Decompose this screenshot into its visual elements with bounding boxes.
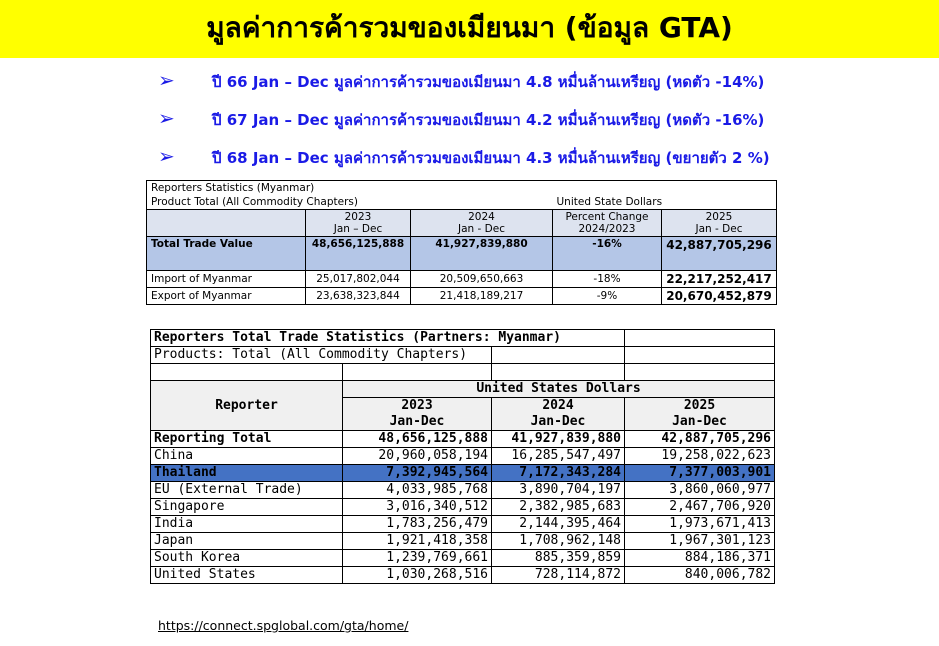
year-2025: 2025 bbox=[625, 398, 775, 415]
partner-table bbox=[150, 329, 775, 584]
table-meta-product: Product Total (All Commodity Chapters) bbox=[147, 195, 553, 210]
table-title-row bbox=[151, 330, 775, 347]
source-link[interactable]: https://connect.spglobal.com/gta/home/ bbox=[158, 618, 409, 633]
bullet-text: ปี 66 Jan – Dec มูลค่าการค้ารวมของเมียนมา 4.8 หมื่นล้านเหรียญ (หดตัว -14%) bbox=[212, 73, 765, 91]
partner-table-title: Reporters Total Trade Statistics (Partners: Myanmar) bbox=[151, 330, 625, 347]
arrow-bullet-icon: ➢ bbox=[158, 106, 175, 130]
table-row-reporting-total: Reporting Total 48,656,125,888 41,927,839,880 42,887,705,296 bbox=[151, 431, 775, 448]
page-title: มูลค่าการค้ารวมของเมียนมา (ข้อมูล GTA) bbox=[206, 11, 733, 44]
table-row: India 1,783,256,479 2,144,395,464 1,973,671,413 bbox=[151, 516, 775, 533]
currency-header: United States Dollars bbox=[343, 381, 775, 398]
partner-table-products: Products: Total (All Commodity Chapters) bbox=[151, 347, 492, 364]
table-products-row bbox=[151, 347, 775, 364]
table-row: South Korea 1,239,769,661 885,359,859 884,186,371 bbox=[151, 550, 775, 567]
summary-table bbox=[146, 180, 777, 305]
reporter-header: Reporter bbox=[151, 381, 343, 431]
header-2024: 2024 Jan - Dec bbox=[411, 210, 553, 237]
table-row: Japan 1,921,418,358 1,708,962,148 1,967,301,123 bbox=[151, 533, 775, 550]
table-meta-currency: United State Dollars bbox=[553, 195, 777, 210]
header-2023: 2023 Jan – Dec bbox=[306, 210, 411, 237]
bullet-text: ปี 68 Jan – Dec มูลค่าการค้ารวมของเมียนมา 4.3 หมื่นล้านเหรียญ (ขยายตัว 2 %) bbox=[212, 149, 770, 167]
year-2024: 2024 bbox=[492, 398, 625, 415]
table-meta-title: Reporters Statistics (Myanmar) bbox=[147, 181, 777, 196]
arrow-bullet-icon: ➢ bbox=[158, 144, 175, 168]
table-row: Singapore 3,016,340,512 2,382,985,683 2,467,706,920 bbox=[151, 499, 775, 516]
header-2025: 2025 Jan - Dec bbox=[662, 210, 777, 237]
header-blank bbox=[147, 210, 306, 237]
header-pct: Percent Change 2024/2023 bbox=[553, 210, 662, 237]
table-row-total: Total Trade Value 48,656,125,888 41,927,839,880 -16% 42,887,705,296 bbox=[147, 237, 777, 271]
table-row: Export of Myanmar 23,638,323,844 21,418,189,217 -9% 20,670,452,879 bbox=[147, 288, 777, 305]
table-row: United States 1,030,268,516 728,114,872 840,006,782 bbox=[151, 567, 775, 584]
table-row: Import of Myanmar 25,017,802,044 20,509,650,663 -18% 22,217,252,417 bbox=[147, 271, 777, 288]
year-2023: 2023 bbox=[343, 398, 492, 415]
period-2024: Jan-Dec bbox=[492, 414, 625, 431]
title-banner bbox=[0, 0, 939, 58]
table-row-highlighted: Thailand 7,392,945,564 7,172,343,284 7,377,003,901 bbox=[151, 465, 775, 482]
table-meta-row bbox=[147, 195, 777, 210]
table-empty-row bbox=[151, 364, 775, 381]
period-2025: Jan-Dec bbox=[625, 414, 775, 431]
bullet-text: ปี 67 Jan – Dec มูลค่าการค้ารวมของเมียนมา 4.2 หมื่นล้านเหรียญ (หดตัว -16%) bbox=[212, 111, 765, 129]
table-header-row bbox=[151, 381, 775, 398]
table-header-row bbox=[147, 210, 777, 237]
arrow-bullet-icon: ➢ bbox=[158, 68, 175, 92]
table-meta-row bbox=[147, 181, 777, 196]
period-2023: Jan-Dec bbox=[343, 414, 492, 431]
table-row: EU (External Trade) 4,033,985,768 3,890,704,197 3,860,060,977 bbox=[151, 482, 775, 499]
table-row: China 20,960,058,194 16,285,547,497 19,258,022,623 bbox=[151, 448, 775, 465]
